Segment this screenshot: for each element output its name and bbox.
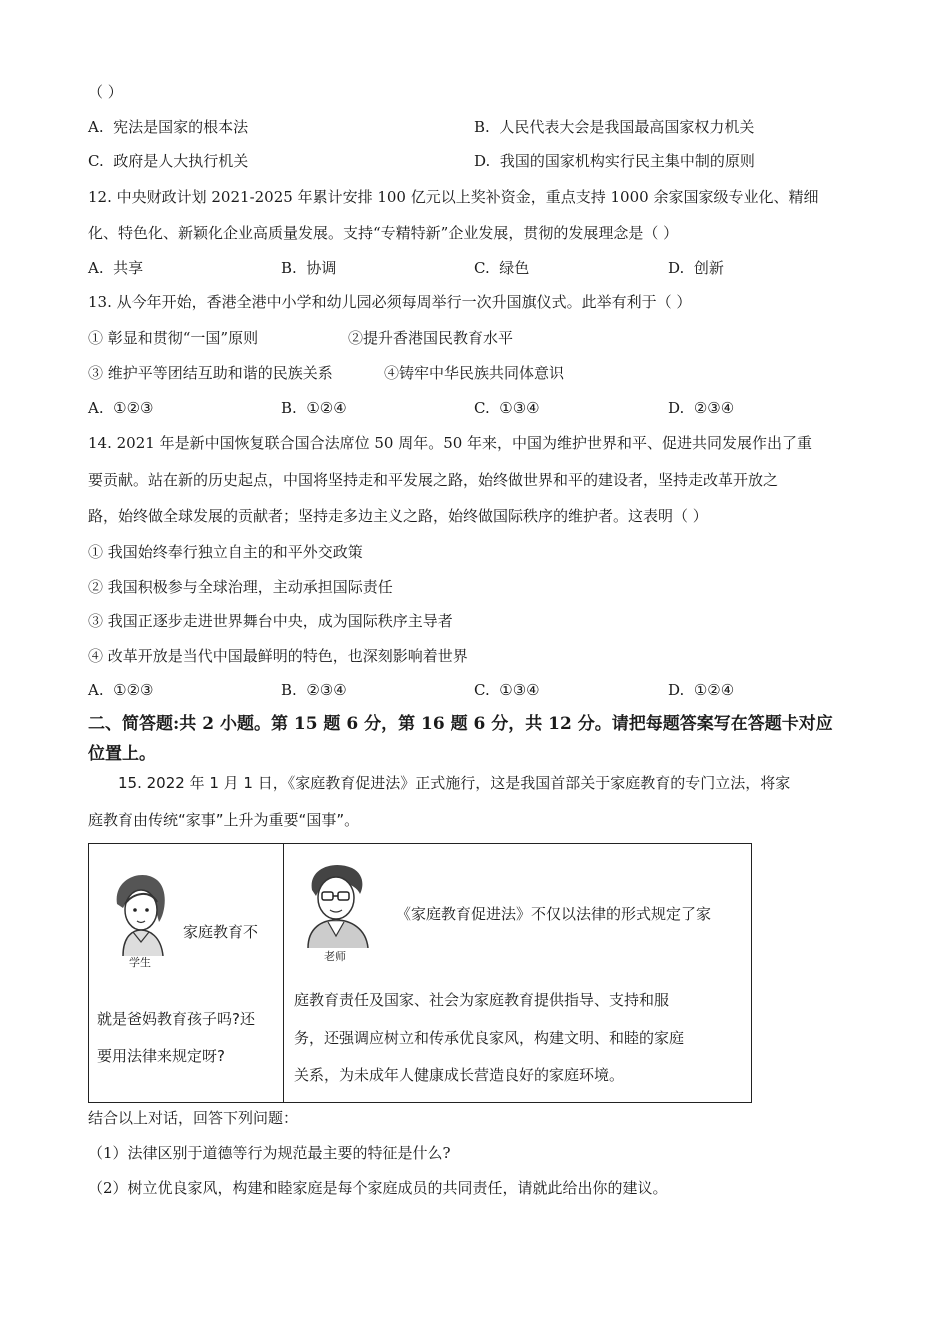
section2-heading-line2: 位置上。 <box>88 744 156 764</box>
q13-item-4: ④铸牢中华民族共同体意识 <box>384 364 565 382</box>
q13-stem: 13. 从今年开始，香港全港中小学和幼儿园必须每周举行一次升国旗仪式。此举有利于（ ） <box>88 293 692 311</box>
q13-item-3: ③ 维护平等团结互助和谐的民族关系 <box>88 364 333 382</box>
q15-prompt: 结合以上对话，回答下列问题： <box>88 1109 299 1127</box>
q13-option-c: C. ①③④ <box>474 399 540 417</box>
teacher-caption: 老师 <box>324 950 346 963</box>
q14-stem-line1: 14. 2021 年是新中国恢复联合国合法席位 50 周年。50 年来，中国为维护世界和平、促进共同发展作出了重 <box>88 434 813 452</box>
q12-option-c: C. 绿色 <box>474 259 530 277</box>
student-text-line3: 要用法律来规定呀? <box>97 1047 225 1065</box>
student-illustration <box>103 864 179 956</box>
q14-option-d: D. ①②④ <box>668 681 735 699</box>
q14-stem-line3: 路，始终做全球发展的贡献者；坚持走多边主义之路，始终做国际秩序的维护者。这表明（ ） <box>88 507 708 525</box>
q12-option-b: B. 协调 <box>281 259 337 277</box>
teacher-text-line3: 务，还强调应树立和传承优良家风，构建文明、和睦的家庭 <box>294 1029 685 1047</box>
q11-option-d: D. 我国的国家机构实行民主集中制的原则 <box>474 152 755 170</box>
q13-option-b: B. ①②④ <box>281 399 347 417</box>
q14-item-3: ③ 我国正逐步走进世界舞台中央，成为国际秩序主导者 <box>88 612 453 630</box>
q11-paren: （ ） <box>88 83 123 101</box>
teacher-cell <box>284 844 752 1103</box>
q15-sub-question-2: （2）树立优良家风，构建和睦家庭是每个家庭成员的共同责任，请就此给出你的建议。 <box>88 1179 668 1197</box>
student-text-line2: 就是爸妈教育孩子吗?还 <box>97 1010 255 1028</box>
q12-option-a: A. 共享 <box>88 259 144 277</box>
q13-option-d: D. ②③④ <box>668 399 735 417</box>
q14-option-b: B. ②③④ <box>281 681 347 699</box>
student-caption: 学生 <box>129 956 151 969</box>
q12-stem-line2: 化、特色化、新颖化企业高质量发展。支持“专精特新”企业发展，贯彻的发展理念是（ ） <box>88 224 679 242</box>
teacher-text-line1: 《家庭教育促进法》不仅以法律的形式规定了家 <box>396 905 712 923</box>
q11-option-b: B. 人民代表大会是我国最高国家权力机关 <box>474 118 755 136</box>
q13-item-2: ②提升香港国民教育水平 <box>348 329 514 347</box>
q13-option-a: A. ①②③ <box>88 399 154 417</box>
q11-option-c: C. 政府是人大执行机关 <box>88 152 249 170</box>
q15-stem-line1: 15. 2022 年 1 月 1 日，《家庭教育促进法》正式施行，这是我国首部关于家庭教育的专门立法，将家 <box>118 774 791 792</box>
section2-heading-line1: 二、简答题:共 2 小题。第 15 题 6 分，第 16 题 6 分，共 12 分。请把每题答案写在答题卡对应 <box>88 714 833 734</box>
student-cell <box>89 844 284 1103</box>
q11-option-a: A. 宪法是国家的根本法 <box>88 118 249 136</box>
q15-stem-line2: 庭教育由传统“家事”上升为重要“国事”。 <box>88 811 360 829</box>
teacher-illustration <box>294 856 380 948</box>
q14-option-a: A. ①②③ <box>88 681 154 699</box>
q14-option-c: C. ①③④ <box>474 681 540 699</box>
dialogue-table <box>88 843 752 1103</box>
q14-stem-line2: 要贡献。站在新的历史起点，中国将坚持走和平发展之路，始终做世界和平的建设者，坚持走改革开放之 <box>88 471 779 489</box>
q14-item-2: ② 我国积极参与全球治理，主动承担国际责任 <box>88 578 393 596</box>
q12-option-d: D. 创新 <box>668 259 724 277</box>
student-text-line1: 家庭教育不 <box>183 923 259 941</box>
q14-item-1: ① 我国始终奉行独立自主的和平外交政策 <box>88 543 363 561</box>
q14-item-4: ④ 改革开放是当代中国最鲜明的特色，也深刻影响着世界 <box>88 647 468 665</box>
q12-stem-line1: 12. 中央财政计划 2021-2025 年累计安排 100 亿元以上奖补资金，重点支持 1000 余家国家级专业化、精细 <box>88 188 819 206</box>
q13-item-1: ① 彰显和贯彻“一国”原则 <box>88 329 259 347</box>
q15-sub-question-1: （1）法律区别于道德等行为规范最主要的特征是什么? <box>88 1144 451 1162</box>
teacher-text-line2: 庭教育责任及国家、社会为家庭教育提供指导、支持和服 <box>294 991 670 1009</box>
teacher-text-line4: 关系，为未成年人健康成长营造良好的家庭环境。 <box>294 1066 625 1084</box>
